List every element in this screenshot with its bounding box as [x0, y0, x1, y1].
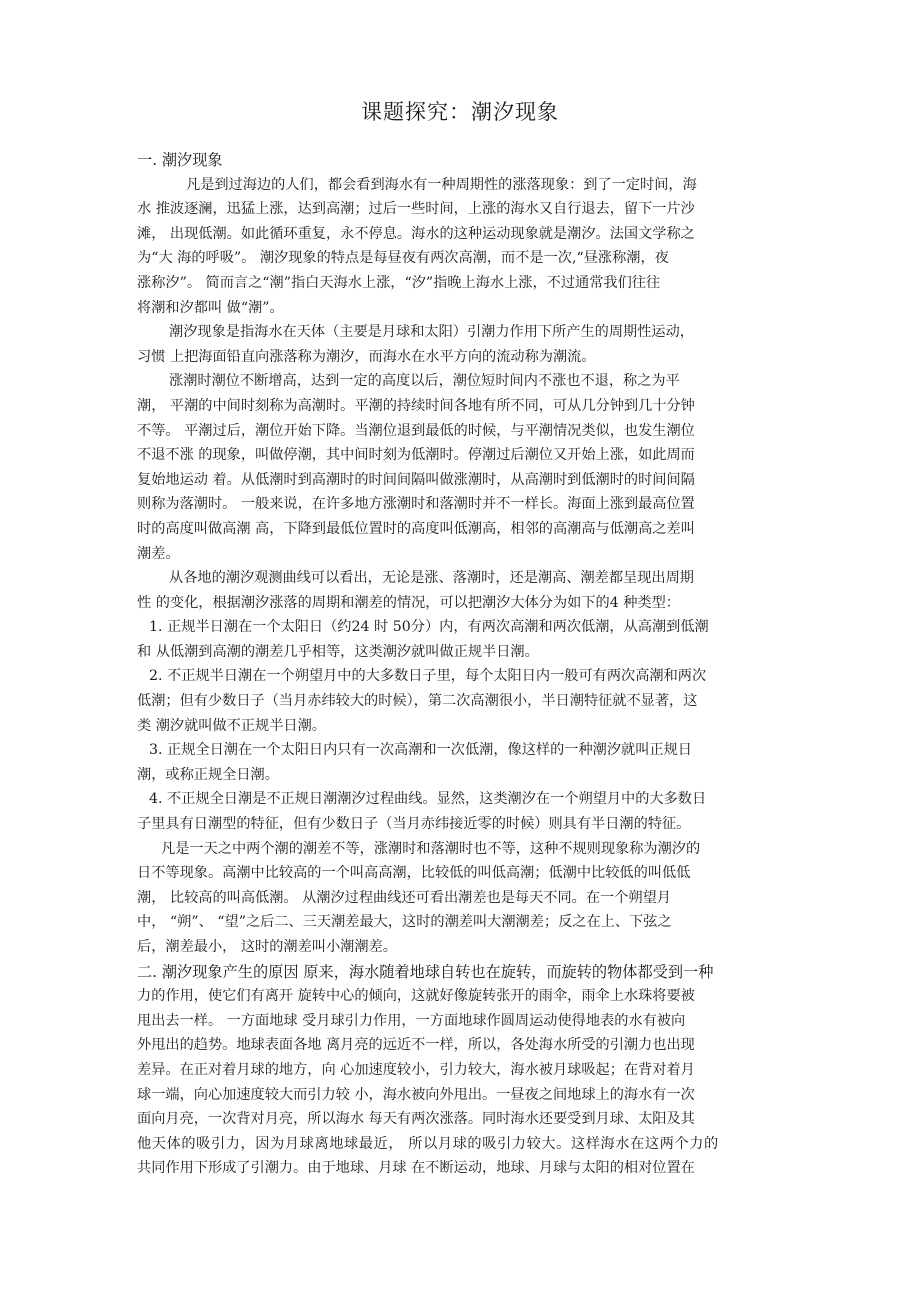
text-line: 时的高度叫做高潮 高，下降到最低位置时的高度叫低潮高，相邻的高潮高与低潮高之差叫 [137, 520, 695, 537]
text-line: 4. 不正规全日潮是不正规日潮潮汐过程曲线。显然，这类潮汐在一个朔望月中的大多数日 [149, 791, 707, 808]
text-line: 1. 正规半日潮在一个太阳日（约24 时 50分）内，有两次高潮和两次低潮，从高潮到低潮 [149, 619, 709, 636]
page-title: 课题探究：潮汐现象 [361, 100, 559, 124]
text-line: 性 的变化，根据潮汐涨落的周期和潮差的情况，可以把潮汐大体分为如下的4 种类型： [137, 594, 680, 611]
text-line: 子里具有日潮型的特征，但有少数日子（当月赤纬接近零的时候）则具有半日潮的特征。 [137, 816, 691, 833]
text-line: 2. 不正规半日潮在一个朔望月中的大多数日子里，每个太阳日内一般可有两次高潮和两次 [149, 668, 707, 685]
text-line: 凡是到过海边的人们，都会看到海水有一种周期性的涨落现象：到了一定时间，海 [186, 176, 697, 193]
text-line: 潮汐现象是指海水在天体（主要是月球和太阳）引潮力作用下所产生的周期性运动， [169, 324, 694, 341]
text-line: 不等。 平潮过后，潮位开始下降。当潮位退到最低的时候，与平潮情况类似，也发生潮位 [137, 422, 695, 439]
text-line: 将潮和汐都叫 做“潮”。 [137, 299, 284, 316]
section-heading-line: 一. 潮汐现象 [137, 151, 223, 169]
text-line: 从各地的潮汐观测曲线可以看出，无论是涨、落潮时，还是潮高、潮差都呈现出周期 [169, 570, 694, 587]
text-line: 习惯 上把海面铅直向涨落称为潮汐，而海水在水平方向的流动称为潮流。 [137, 348, 596, 365]
text-line: 低潮；但有少数日子（当月赤纬较大的时候），第二次高潮很小，半日潮特征就不显著，这 [137, 693, 698, 710]
text-line: 中， “朔”、 “望”之后二、三天潮差最大，这时的潮差叫大潮潮差；反之在上、下弦之 [137, 914, 672, 931]
text-line: 3. 正规全日潮在一个太阳日内只有一次高潮和一次低潮，像这样的一种潮汐就叫正规日 [149, 742, 692, 759]
text-line: 和 从低潮到高潮的潮差几乎相等，这类潮汐就叫做正规半日潮。 [137, 643, 539, 660]
text-line: 类 潮汐就叫做不正规半日潮。 [137, 717, 326, 734]
text-line: 不退不涨 的现象，叫做停潮，其中间时刻为低潮时。停潮过后潮位又开始上涨，如此周而 [137, 447, 695, 464]
text-line: 潮， 比较高的叫高低潮。 从潮汐过程曲线还可看出潮差也是每天不同。在一个朔望月 [137, 889, 671, 906]
text-line: 球一端，向心加速度较大而引力较 小，海水被向外甩出。一昼夜之间地球上的海水有一次 [137, 1086, 695, 1103]
text-line: 复始地运动 着。从低潮时到高潮时的时间间隔叫做涨潮时，从高潮时到低潮时的时间间隔 [137, 471, 695, 488]
text-line: 潮， 平潮的中间时刻称为高潮时。平潮的持续时间各地有所不同，可从几分钟到几十分钟 [137, 397, 695, 414]
text-line: 潮，或称正规全日潮。 [137, 766, 279, 783]
text-line: 他天体的吸引力，因为月球离地球最近， 所以月球的吸引力较大。这样海水在这两个力的 [137, 1135, 719, 1152]
text-line: 面向月亮，一次背对月亮，所以海水 每天有两次涨落。同时海水还要受到月球、太阳及其 [137, 1111, 695, 1128]
text-line: 外甩出的趋势。地球表面各地 离月亮的远近不一样，所以，各处海水所受的引潮力也出现 [137, 1037, 695, 1054]
text-line: 为“大 海的呼吸”。 潮汐现象的特点是每昼夜有两次高潮，而不是一次,“昼涨称潮，夜 [137, 250, 669, 267]
text-line: 涨潮时潮位不断增高，达到一定的高度以后，潮位短时间内不涨也不退，称之为平 [169, 373, 680, 390]
document-body [137, 148, 797, 1181]
text-line: 水 推波逐澜，迅猛上涨，达到高潮；过后一些时间，上涨的海水又自行退去，留下一片沙 [137, 201, 695, 218]
text-line: 则称为落潮时。 一般来说，在许多地方涨潮时和落潮时并不一样长。海面上涨到最高位置 [137, 496, 695, 513]
text-line: 涨称汐”。 简而言之“潮”指白天海水上涨，“汐”指晚上海水上涨，不过通常我们往往 [137, 274, 661, 291]
section-heading-line: 二. 潮汐现象产生的原因 原来，海水随着地球自转也在旋转，而旋转的物体都受到一种 [137, 962, 714, 981]
text-line: 共同作用下形成了引潮力。由于地球、月球 在不断运动，地球、月球与太阳的相对位置在 [137, 1160, 695, 1177]
text-line: 差异。在正对着月球的地方，向 心加速度较小，引力较大，海水被月球吸起；在背对着月 [137, 1061, 695, 1078]
text-line: 力的作用，使它们有离开 旋转中心的倾向，这就好像旋转张开的雨伞，雨伞上水珠将要被 [137, 988, 695, 1005]
text-line: 甩出去一样。 一方面地球 受月球引力作用，一方面地球作圆周运动使得地表的水有被向 [137, 1012, 686, 1029]
text-line: 凡是一天之中两个潮的潮差不等，涨潮时和落潮时也不等，这种不规则现象称为潮汐的 [161, 840, 701, 857]
text-line: 滩， 出现低潮。如此循环重复，永不停息。海水的这种运动现象就是潮汐。法国文学称之 [137, 225, 695, 242]
text-line: 潮差。 [137, 545, 180, 562]
text-line: 日不等现象。高潮中比较高的一个叫高高潮，比较低的叫低高潮；低潮中比较低的叫低低 [137, 865, 691, 882]
text-line: 后，潮差最小， 这时的潮差叫小潮潮差。 [137, 939, 397, 955]
